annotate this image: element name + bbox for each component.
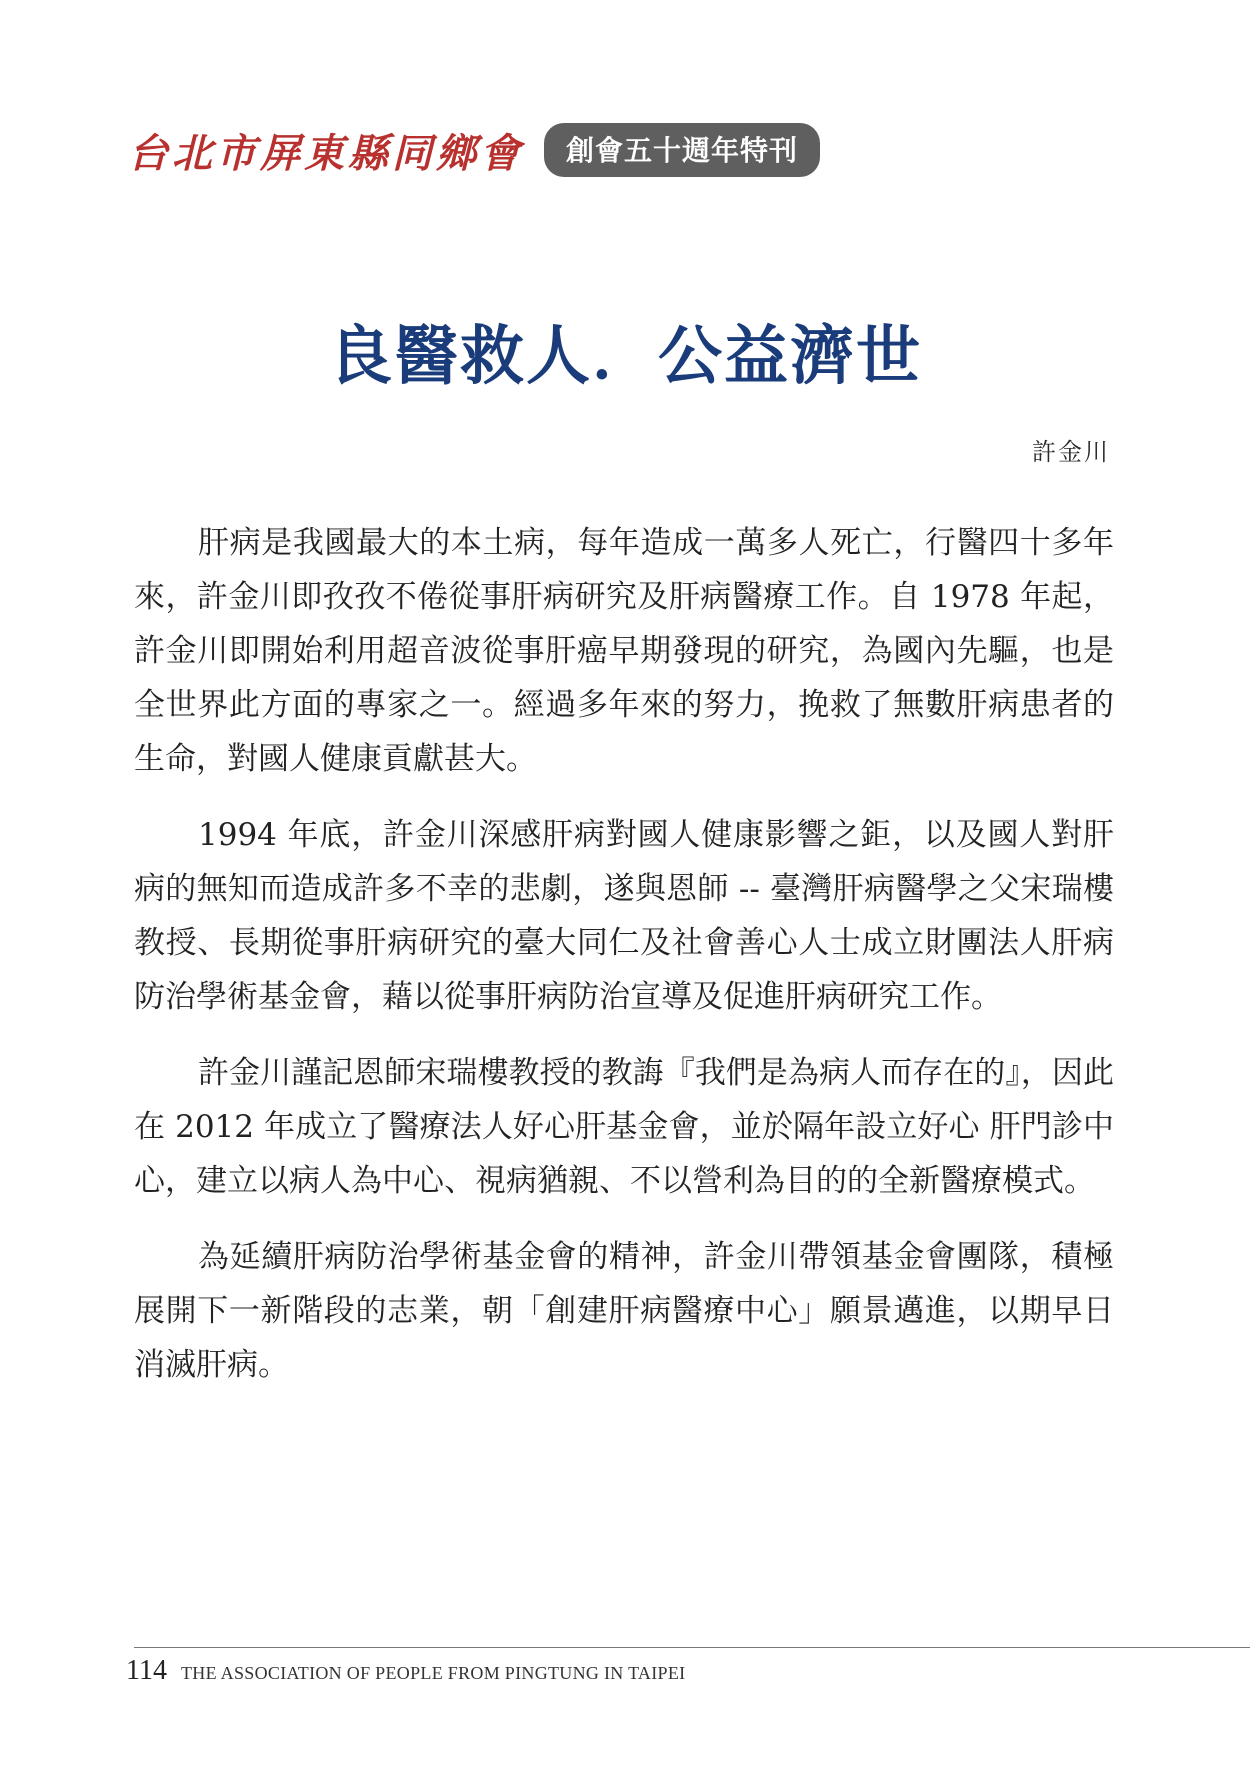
page-number: 114 <box>126 1655 167 1686</box>
article-paragraph: 為延續肝病防治學術基金會的精神，許金川帶領基金會團隊，積極展開下一新階段的志業，朝「創建肝病醫療中心」願景邁進，以期早日消滅肝病。 <box>134 1239 1114 1383</box>
article-paragraph: 許金川謹記恩師宋瑞樓教授的教誨『我們是為病人而存在的』，因此在 2012 年成立了醫療法人好心肝基金會，並於隔年設立好心 肝門診中心，建立以病人為中心、視病猶親、不以營利為目的的全新醫療模式。 <box>134 1055 1114 1199</box>
article-body <box>134 516 1114 1414</box>
article-title: 良醫救人．公益濟世 <box>328 318 922 394</box>
article-author: 許金川 <box>1032 438 1110 466</box>
article-paragraph: 1994 年底，許金川深感肝病對國人健康影響之鉅，以及國人對肝病的無知而造成許多不幸的悲劇，遂與恩師 -- 臺灣肝病醫學之父宋瑞樓教授、長期從事肝病研究的臺大同仁及社會善心人士成立財團法人肝病防治學術基金會，藉以從事肝病防治宣導及促進肝病研究工作。 <box>134 817 1114 1015</box>
footer-caption: THE ASSOCIATION OF PEOPLE FROM PINGTUNG IN TAIPEI <box>180 1663 686 1683</box>
footer-divider <box>134 1647 1250 1648</box>
page-footer <box>126 1655 685 1687</box>
association-name: 台北市屏東縣同鄉會 <box>128 129 524 177</box>
page-header <box>128 118 820 182</box>
article-paragraph: 肝病是我國最大的本土病，每年造成一萬多人死亡，行醫四十多年來，許金川即孜孜不倦從事肝病研究及肝病醫療工作。自 1978 年起，許金川即開始利用超音波從事肝癌早期發現的研究，為國內先驅，也是全世界此方面的專家之一。經過多年來的努力，挽救了無數肝病患者的生命，對國人健康貢獻甚大。 <box>134 525 1114 777</box>
special-edition-badge: 創會五十週年特刊 <box>544 123 820 177</box>
